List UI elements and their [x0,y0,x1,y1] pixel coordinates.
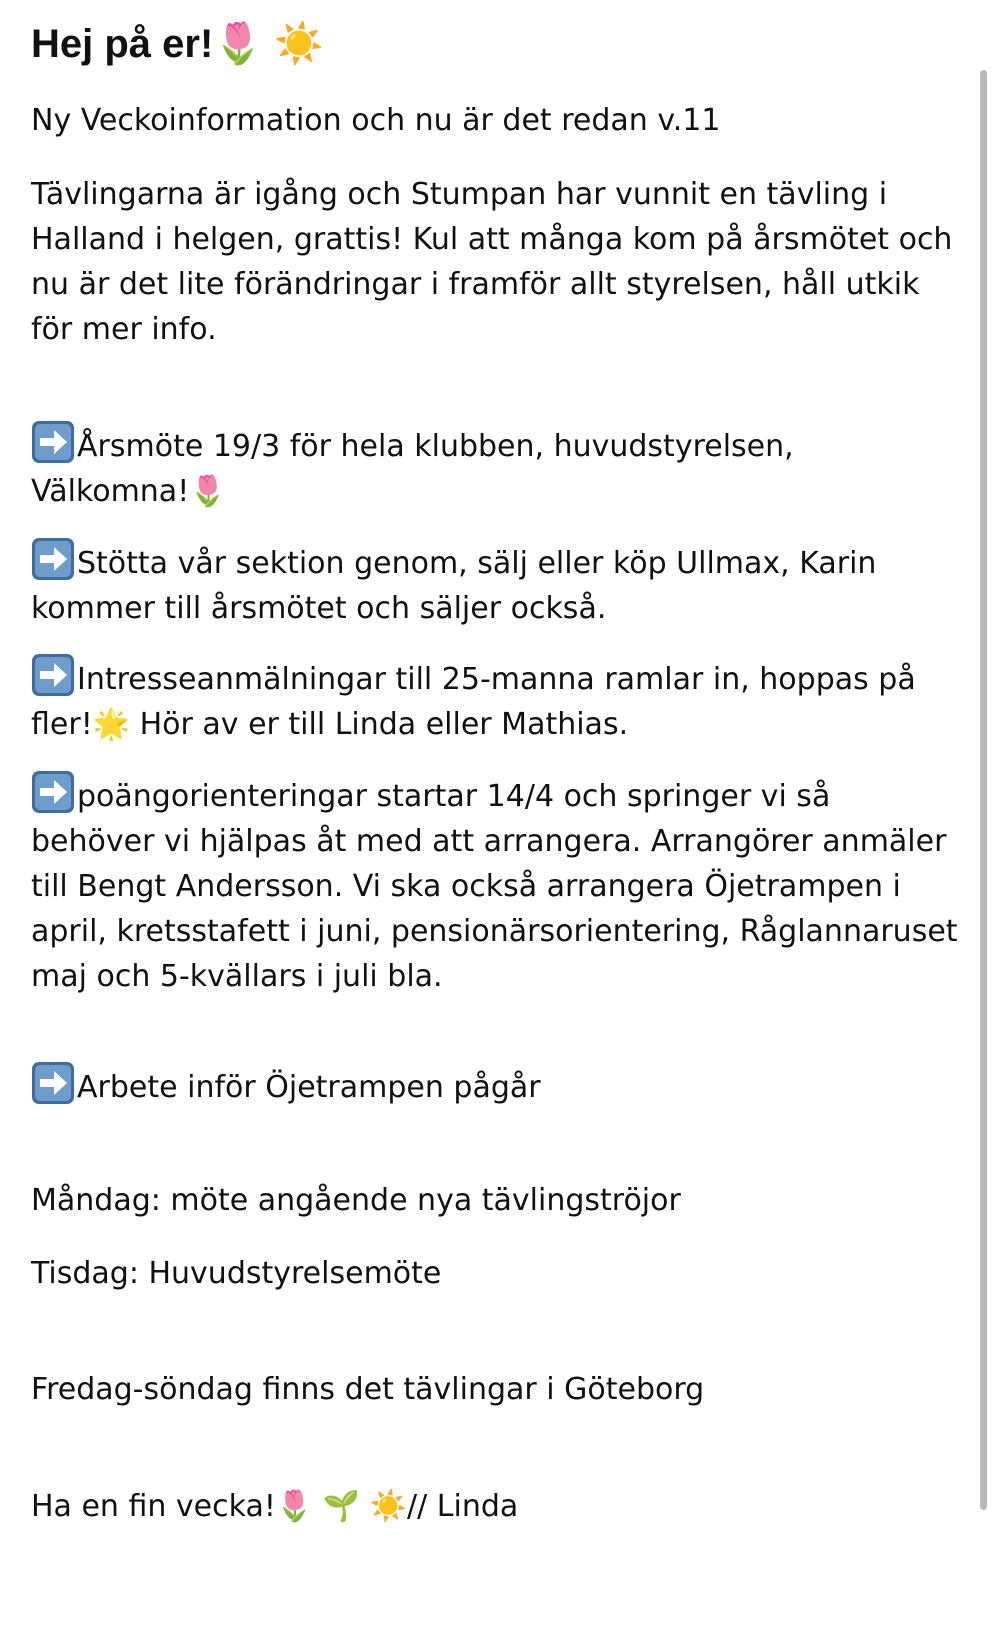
bullet-text-continued: Hör av er till Linda eller Mathias. [130,707,629,742]
bullet-text: Årsmöte 19/3 för hela klubben, huvudstyrelsen, Välkomna! [31,429,794,509]
intro-line: Ny Veckoinformation och nu är det redan v.11 [31,103,721,138]
tulip-emoji: 🌷 [189,474,227,509]
closing-line [31,1484,961,1529]
bullet-item [31,770,961,999]
title-emojis: 🌷 ☀️ [213,22,325,66]
right-arrow-icon [31,1061,75,1105]
schedule-weekend: Fredag-söndag finns det tävlingar i Göteborg [31,1372,705,1407]
bullet-item [31,653,961,747]
scrollbar[interactable] [980,70,987,1510]
glowing-star-emoji: 🌟 [92,707,131,742]
bullet-item [31,1061,961,1110]
right-arrow-icon [31,653,75,697]
closing-text: Ha en fin vecka! [31,1489,276,1524]
right-arrow-icon [31,770,75,814]
signature: // Linda [407,1489,519,1524]
schedule-tuesday: Tisdag: Huvudstyrelsemöte [31,1256,442,1291]
news-paragraph: Tävlingarna är igång och Stumpan har vunnit en tävling i Halland i helgen, grattis! Kul att många kom på årsmötet och nu är det lite förändringar i framför allt styrelsen, håll utkik för mer info. [31,177,953,347]
bullet-text: Arbete inför Öjetrampen pågår [77,1070,541,1105]
message-title [31,16,324,72]
title-text: Hej på er! [31,22,214,66]
right-arrow-icon [31,537,75,581]
bullet-item [31,537,961,631]
bullet-item [31,420,961,514]
closing-emojis: 🌷 🌱 ☀️ [275,1489,408,1524]
right-arrow-icon [31,420,75,464]
bullet-text: poängorienteringar startar 14/4 och springer vi så behöver vi hjälpas åt med att arrangera. Arrangörer anmäler till Bengt Andersson. Vi ska också arrangera Öjetrampen i april, kretsstafett i juni, pensionärsorientering, Råglannaruset maj och 5-kvällars i juli bla. [31,779,958,994]
bullet-text: Intresseanmälningar till 25-manna ramlar in, hoppas på fler! [31,662,916,742]
schedule-monday: Måndag: möte angående nya tävlingströjor [31,1183,681,1218]
bullet-text: Stötta vår sektion genom, sälj eller köp Ullmax, Karin kommer till årsmötet och säljer också. [31,546,877,626]
